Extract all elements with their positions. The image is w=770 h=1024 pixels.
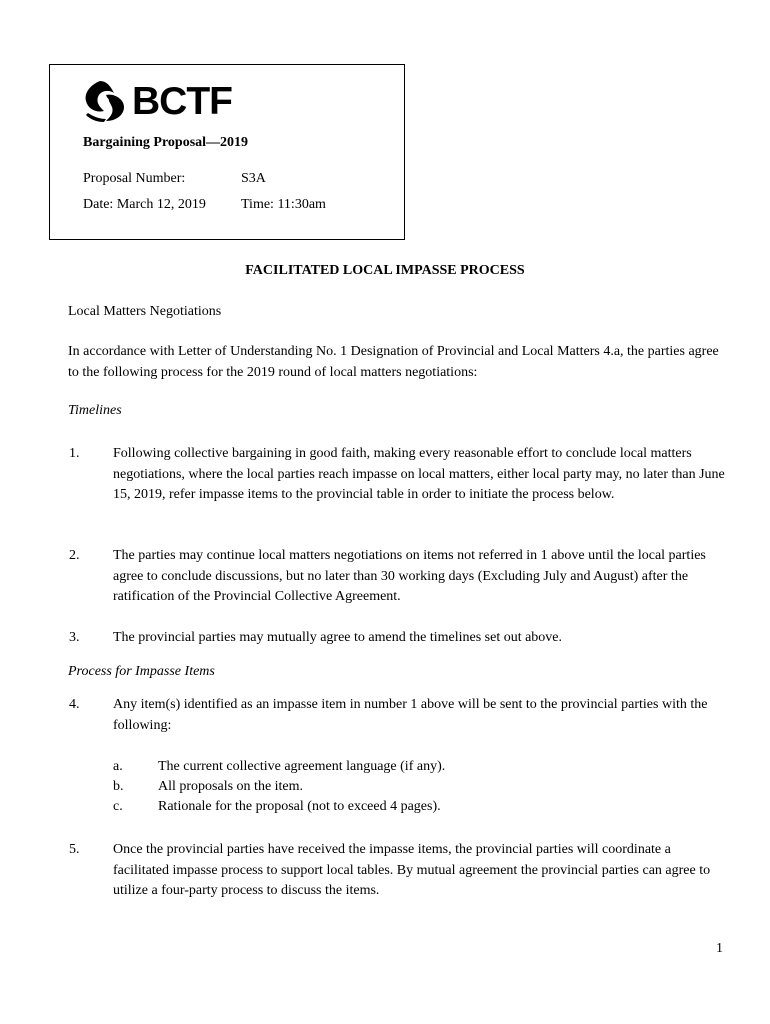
list-item-number: 1.: [69, 446, 80, 461]
date-label: Date: March 12, 2019: [83, 197, 206, 212]
document-title: FACILITATED LOCAL IMPASSE PROCESS: [245, 263, 525, 278]
list-item-number: 3.: [69, 630, 80, 645]
proposal-title: Bargaining Proposal—2019: [83, 135, 249, 150]
list-item-text: Any item(s) identified as an impasse item in number 1 above will be sent to the provincial parties with the following:: [113, 697, 708, 733]
proposal-number-row: [83, 171, 266, 187]
proposal-number-label: Proposal Number:: [83, 171, 186, 186]
section-heading-process: Process for Impasse Items: [68, 664, 215, 679]
logo-wordmark: BCTF: [132, 79, 232, 123]
document-subtitle: Local Matters Negotiations: [68, 304, 222, 319]
page-number: 1: [716, 941, 723, 956]
list-item-number: 2.: [69, 548, 80, 563]
sub-item-letter: a.: [113, 759, 123, 774]
proposal-number-value: S3A: [241, 171, 266, 186]
sub-item-text: Rationale for the proposal (not to exceed 4 pages).: [158, 799, 441, 814]
list-item-number: 4.: [69, 697, 80, 712]
section-heading-timelines: Timelines: [68, 403, 122, 418]
list-item-text: Once the provincial parties have received the impasse items, the provincial parties will coordinate a facilitated impasse process to support local tables. By mutual agreement the provincial parties can agree to utilize a four-party process to discuss the items.: [113, 842, 711, 898]
sub-item-letter: b.: [113, 779, 124, 794]
bctf-logo: [80, 77, 232, 125]
proposal-header-box: [49, 64, 405, 240]
sub-item-letter: c.: [113, 799, 123, 814]
list-item-number: 5.: [69, 842, 80, 857]
intro-paragraph: In accordance with Letter of Understanding No. 1 Designation of Provincial and Local Matters 4.a, the parties agree to the following process for the 2019 round of local matters negotiations:: [68, 344, 719, 380]
sub-item-text: The current collective agreement language (if any).: [158, 759, 446, 774]
torch-icon: [80, 79, 130, 123]
list-item-text: The provincial parties may mutually agree to amend the timelines set out above.: [113, 630, 563, 645]
list-item-text: Following collective bargaining in good faith, making every reasonable effort to conclude local matters negotiations, where the local parties reach impasse on local matters, either local party may, no later than June 15, 2019, refer impasse items to the provincial table in order to initiate the process below.: [113, 446, 725, 502]
list-item-text: The parties may continue local matters negotiations on items not referred in 1 above until the local parties agree to conclude discussions, but no later than 30 working days (Excluding July and August) after the ratification of the Provincial Collective Agreement.: [113, 548, 706, 604]
time-label: Time: 11:30am: [241, 197, 326, 212]
sub-item-text: All proposals on the item.: [158, 779, 304, 794]
date-time-row: [83, 197, 326, 213]
